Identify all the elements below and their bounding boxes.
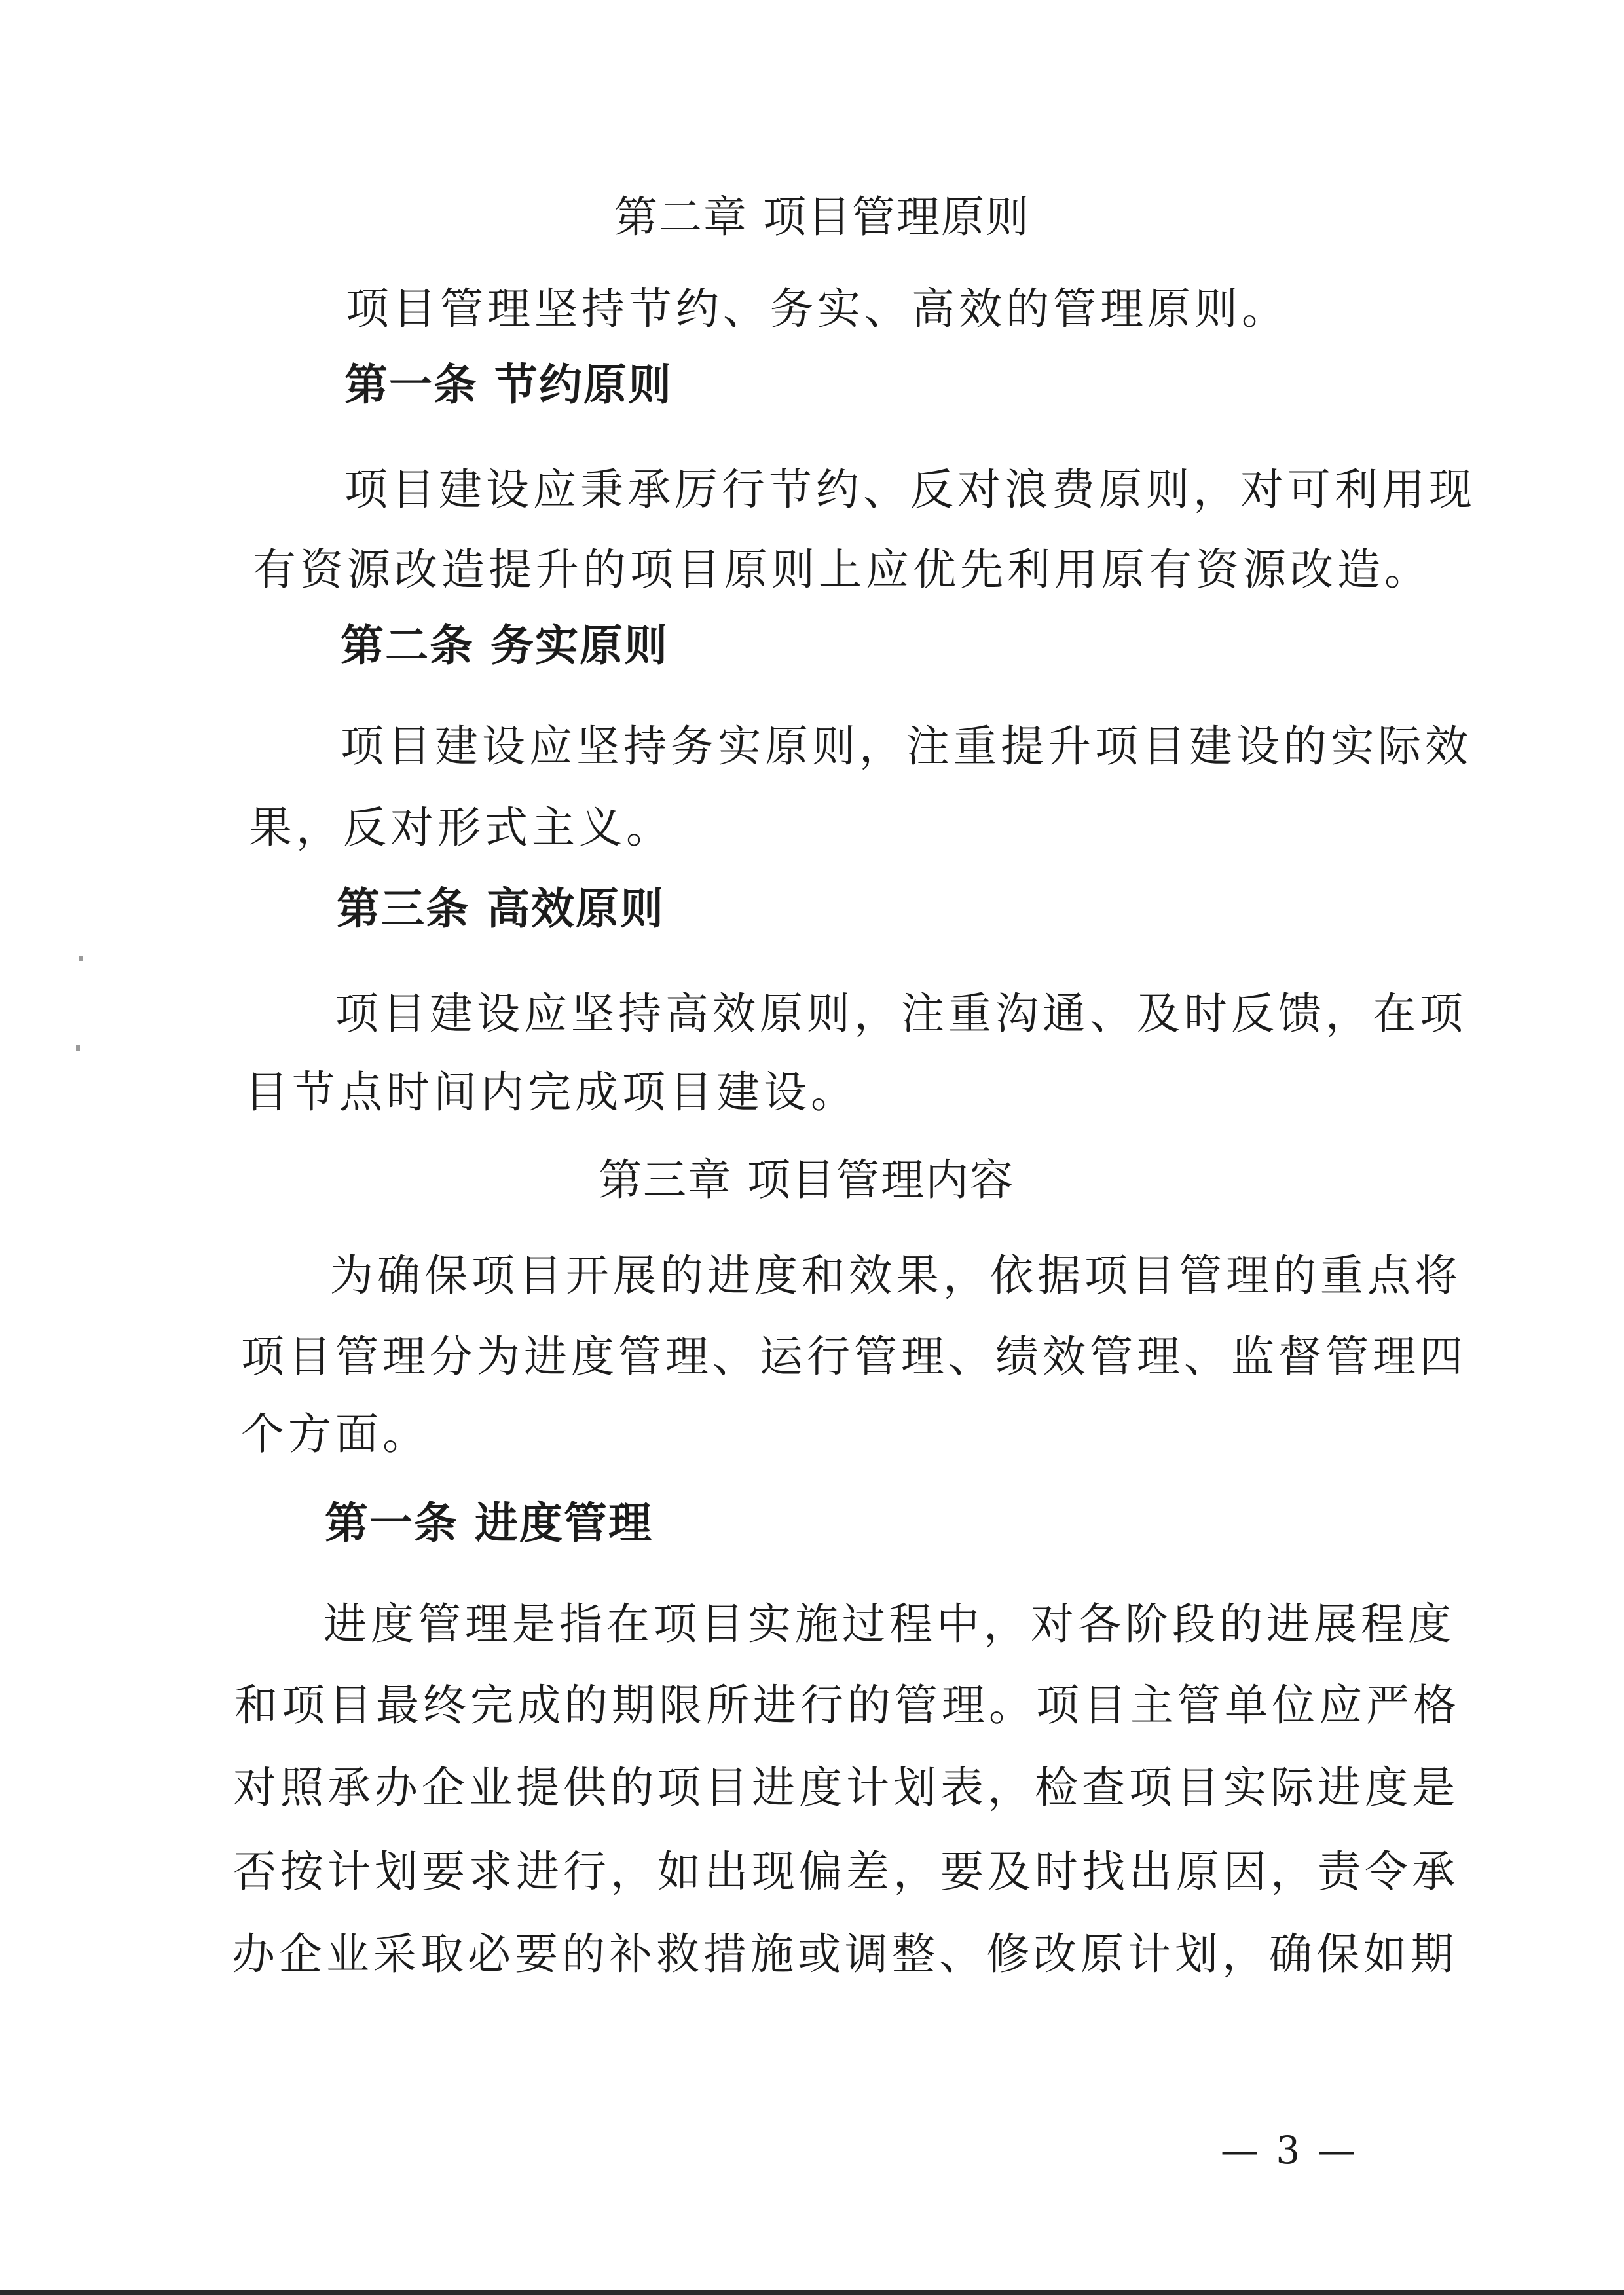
- chapter-3-intro-line-2: 项目管理分为进度管理、运行管理、绩效管理、监督管理四: [241, 1332, 1467, 1382]
- progress-management-line-3: 对照承办企业提供的项目进度计划表，检查项目实际进度是: [233, 1763, 1459, 1813]
- article-3-heading: 第三条 高效原则: [337, 884, 665, 934]
- progress-management-line-1: 进度管理是指在项目实施过程中，对各阶段的进展程度: [323, 1599, 1455, 1649]
- page-number: — 3 —: [1221, 2128, 1358, 2173]
- article-1-line-1: 项目建设应秉承厉行节约、反对浪费原则，对可利用现: [344, 464, 1476, 515]
- article-1-heading: 第一条 节约原则: [344, 360, 673, 410]
- page-bottom-edge: [0, 2290, 1624, 2295]
- chapter-2-title: 第二章 项目管理原则: [614, 192, 1030, 242]
- article-1-line-2: 有资源改造提升的项目原则上应优先利用原有资源改造。: [253, 544, 1431, 595]
- scan-mark: [79, 956, 83, 961]
- article-2-line-1: 项目建设应坚持务实原则，注重提升项目建设的实际效: [341, 721, 1472, 772]
- article-2-heading: 第二条 务实原则: [341, 620, 669, 671]
- chapter-2-intro: 项目管理坚持节约、务实、高效的管理原则。: [346, 284, 1289, 334]
- chapter-3-title: 第三章 项目管理内容: [599, 1155, 1014, 1205]
- article-3-line-2: 目节点时间内完成项目建设。: [245, 1067, 858, 1117]
- progress-management-line-4: 否按计划要求进行，如出现偏差，要及时找出原因，责令承: [233, 1846, 1459, 1897]
- progress-management-heading: 第一条 进度管理: [325, 1498, 653, 1548]
- chapter-3-intro-line-1: 为确保项目开展的进度和效果，依据项目管理的重点将: [330, 1250, 1462, 1301]
- chapter-3-intro-line-3: 个方面。: [241, 1409, 430, 1459]
- article-2-line-2: 果，反对形式主义。: [249, 802, 673, 853]
- progress-management-line-2: 和项目最终完成的期限所进行的管理。项目主管单位应严格: [234, 1680, 1460, 1730]
- article-3-line-1: 项目建设应坚持高效原则，注重沟通、及时反馈，在项: [335, 988, 1467, 1039]
- scan-mark: [76, 1045, 80, 1051]
- progress-management-line-5: 办企业采取必要的补救措施或调整、修改原计划，确保如期: [232, 1929, 1458, 1979]
